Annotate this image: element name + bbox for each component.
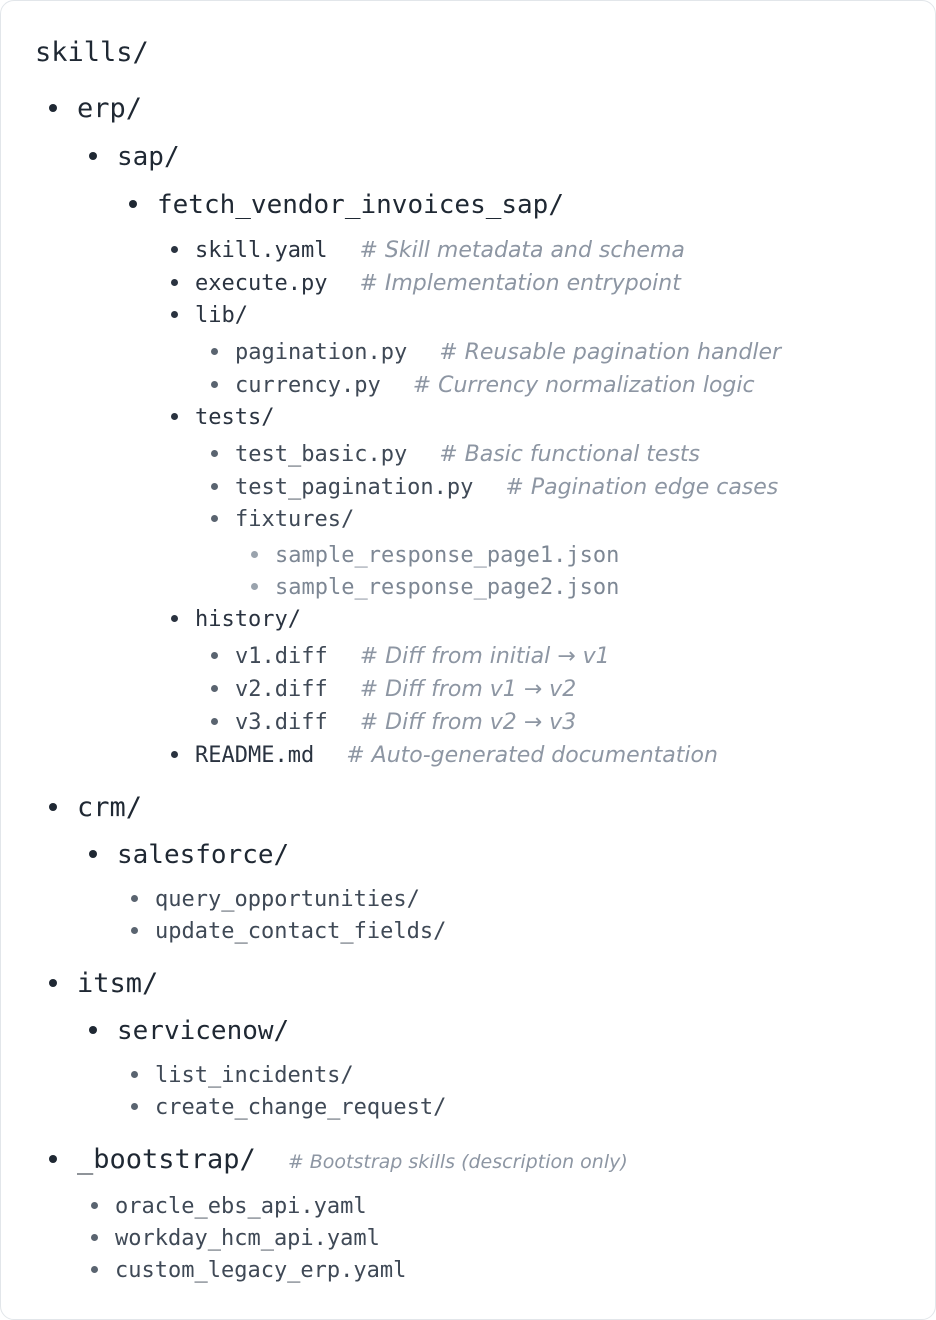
bullet-icon	[131, 895, 138, 902]
bullet-icon	[211, 652, 218, 659]
file-name: test_basic.py	[235, 442, 408, 467]
tree-item-test-basic-py	[211, 442, 700, 467]
bullet-icon	[91, 1202, 98, 1209]
bullet-icon	[211, 348, 218, 355]
tree-item-bootstrap	[49, 1144, 628, 1175]
bullet-icon	[89, 1026, 97, 1034]
file-comment: # Reusable pagination handler	[439, 340, 782, 365]
tree-item-v3-diff	[211, 710, 576, 735]
file-comment: # Basic functional tests	[439, 442, 701, 467]
bullet-icon	[171, 311, 178, 318]
tree-item-create-change-request	[131, 1095, 446, 1120]
tree-item-history	[171, 607, 301, 632]
bullet-icon	[251, 551, 258, 558]
folder-name: tests/	[195, 405, 275, 430]
tree-item-v2-diff	[211, 677, 576, 702]
tree-item-pagination-py	[211, 340, 781, 365]
bullet-icon	[171, 615, 178, 622]
bullet-icon	[251, 583, 258, 590]
tree-item-lib	[171, 303, 248, 328]
bullet-icon	[89, 850, 97, 858]
tree-item-v1-diff	[211, 644, 610, 669]
file-name: test_pagination.py	[235, 475, 474, 500]
bullet-icon	[129, 200, 137, 208]
folder-name: create_change_request/	[155, 1095, 447, 1120]
file-name: README.md	[195, 743, 315, 768]
file-comment: # Pagination edge cases	[505, 475, 779, 500]
bullet-icon	[211, 515, 218, 522]
tree-item-currency-py	[211, 373, 755, 398]
folder-name: list_incidents/	[155, 1063, 354, 1088]
tree-item-oracle-ebs-api	[91, 1194, 367, 1219]
bullet-icon	[171, 413, 178, 420]
folder-name: erp/	[77, 93, 143, 124]
tree-item-tests	[171, 405, 274, 430]
bullet-icon	[49, 979, 57, 987]
file-name: execute.py	[195, 271, 328, 296]
folder-name: salesforce/	[117, 840, 290, 870]
file-name: v3.diff	[235, 710, 328, 735]
tree-item-readme-md	[171, 743, 718, 768]
tree-item-fixtures	[211, 507, 354, 532]
file-comment: # Auto-generated documentation	[346, 743, 718, 768]
folder-name: itsm/	[77, 968, 159, 999]
tree-item-servicenow	[89, 1016, 289, 1046]
tree-item-query-opportunities	[131, 887, 420, 912]
tree-item-update-contact-fields	[131, 919, 446, 944]
file-comment: # Currency normalization logic	[412, 373, 755, 398]
folder-name: lib/	[195, 303, 248, 328]
file-comment: # Diff from v1 → v2	[359, 677, 577, 702]
folder-name: history/	[195, 607, 301, 632]
tree-item-list-incidents	[131, 1063, 354, 1088]
bullet-icon	[91, 1266, 98, 1273]
bullet-icon	[211, 483, 218, 490]
file-name: v2.diff	[235, 677, 328, 702]
bullet-icon	[89, 152, 97, 160]
file-name: workday_hcm_api.yaml	[115, 1226, 380, 1251]
file-name: custom_legacy_erp.yaml	[115, 1258, 407, 1283]
bullet-icon	[91, 1234, 98, 1241]
file-comment: # Skill metadata and schema	[359, 238, 685, 263]
tree-item-sap	[89, 142, 180, 172]
root-label: skills/	[35, 37, 149, 68]
file-name: oracle_ebs_api.yaml	[115, 1194, 367, 1219]
bullet-icon	[49, 803, 57, 811]
tree-item-execute-py	[171, 271, 681, 296]
tree-root	[35, 37, 149, 68]
folder-name: sap/	[117, 142, 180, 172]
file-name: pagination.py	[235, 340, 408, 365]
folder-name: servicenow/	[117, 1016, 290, 1046]
bullet-icon	[171, 279, 178, 286]
folder-name: _bootstrap/	[77, 1144, 256, 1175]
folder-name: update_contact_fields/	[155, 919, 447, 944]
folder-comment: # Bootstrap skills (description only)	[287, 1151, 628, 1173]
file-name: sample_response_page2.json	[275, 575, 620, 600]
bullet-icon	[211, 718, 218, 725]
file-name: currency.py	[235, 373, 381, 398]
file-comment: # Implementation entrypoint	[359, 271, 681, 296]
bullet-icon	[131, 927, 138, 934]
bullet-icon	[131, 1071, 138, 1078]
bullet-icon	[49, 104, 57, 112]
tree-item-salesforce	[89, 840, 289, 870]
bullet-icon	[171, 246, 178, 253]
file-comment: # Diff from initial → v1	[359, 644, 610, 669]
bullet-icon	[211, 381, 218, 388]
bullet-icon	[49, 1155, 57, 1163]
tree-item-workday-hcm-api	[91, 1226, 380, 1251]
bullet-icon	[211, 685, 218, 692]
tree-item-skill-yaml	[171, 238, 685, 263]
file-name: skill.yaml	[195, 238, 328, 263]
folder-name: crm/	[77, 792, 143, 823]
folder-name: query_opportunities/	[155, 887, 420, 912]
bullet-icon	[211, 450, 218, 457]
file-name: v1.diff	[235, 644, 328, 669]
folder-name: fixtures/	[235, 507, 355, 532]
tree-item-sample-response-page2	[251, 575, 619, 600]
tree-item-custom-legacy-erp	[91, 1258, 406, 1283]
file-name: sample_response_page1.json	[275, 543, 620, 568]
tree-item-test-pagination-py	[211, 475, 778, 500]
file-comment: # Diff from v2 → v3	[359, 710, 577, 735]
tree-item-itsm	[49, 968, 158, 999]
bullet-icon	[131, 1103, 138, 1110]
tree-item-fetch-vendor-invoices-sap	[129, 190, 564, 220]
tree-item-crm	[49, 792, 142, 823]
tree-item-erp	[49, 93, 142, 124]
bullet-icon	[171, 751, 178, 758]
folder-name: fetch_vendor_invoices_sap/	[157, 190, 564, 220]
tree-item-sample-response-page1	[251, 543, 619, 568]
